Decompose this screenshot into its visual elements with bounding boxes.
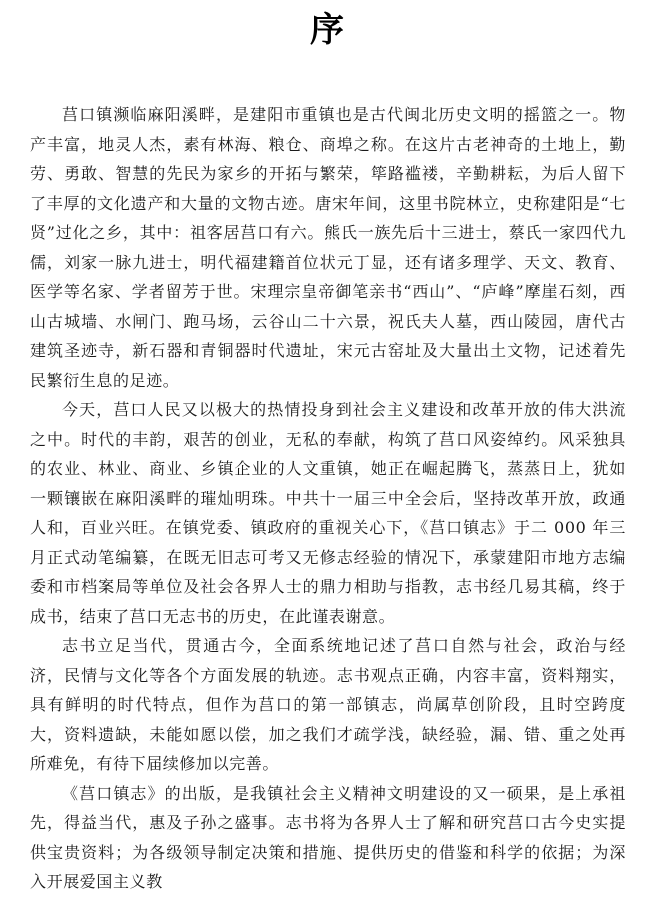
paragraph-2: 今天，莒口人民又以极大的热情投身到社会主义建设和改革开放的伟大洪流之中。时代的丰韵，艰苦的创业，无私的奉献，构筑了莒口风姿绰约。风采独具的农业、林业、商业、乡镇企业的人文重镇，她正在崛起腾飞，蒸蒸日上，犹如一颗镶嵌在麻阳溪畔的璀灿明珠。中共十一届三中全会后，坚持改革开放，政通人和，百业兴旺。在镇党委、镇政府的重视关心下，《莒口镇志》于二 000 年三月正式动笔编纂，在既无旧志可考又无修志经验的情况下，承蒙建阳市地方志编委和市档案局等单位及社会各界人士的鼎力相助与指教，志书经几易其稿，终于成书，结束了莒口无志书的历史，在此谨表谢意。 (30, 400, 626, 626)
paragraph-3: 志书立足当代，贯通古今，全面系统地记述了莒口自然与社会，政治与经济，民情与文化等各个方面发展的轨迹。志书观点正确，内容丰富，资料翔实，具有鲜明的时代特点，但作为莒口的第一部镇志，尚属草创阶段，且时空跨度大，资料遗缺，未能如愿以偿，加之我们才疏学浅，缺经验，漏、错、重之处再所难免，有待下届续修加以完善。 (30, 636, 626, 773)
paragraph-1: 莒口镇濒临麻阳溪畔，是建阳市重镇也是古代闽北历史文明的摇篮之一。物产丰富，地灵人杰，素有林海、粮仓、商埠之称。在这片古老神奇的土地上，勤劳、勇敢、智慧的先民为家乡的开拓与繁荣，筚路褴褛，辛勤耕耘，为后人留下了丰厚的文化遗产和大量的文物古迹。唐宋年间，这里书院林立，史称建阳是“七贤”过化之乡，其中：祖客居莒口有六。熊氏一族先后十三进士，蔡氏一家四代九儒，刘家一脉九进士，明代福建籍首位状元丁显，还有诸多理学、天文、教育、医学等名家、学者留芳于世。宋理宗皇帝御笔亲书“西山”、“庐峰”摩崖石刻，西山古城墙、水闸门、跑马场，云谷山二十六景，祝氏夫人墓，西山陵园，唐代古建筑圣迹寺，新石器和青铜器时代遗址，宋元古窑址及大量出土文物，记述着先民繁衍生息的足迹。 (30, 105, 626, 390)
preface-body (30, 100, 626, 897)
paragraph-4: 《莒口镇志》的出版，是我镇社会主义精神文明建设的又一硕果，是上承祖先，得益当代，惠及子孙之盛事。志书将为各界人士了解和研究莒口古今史实提供宝贵资料；为各级领导制定决策和措施、提供历史的借鉴和科学的依据；为深入开展爱国主义教 (30, 783, 626, 891)
page-title: 序 (310, 10, 346, 50)
